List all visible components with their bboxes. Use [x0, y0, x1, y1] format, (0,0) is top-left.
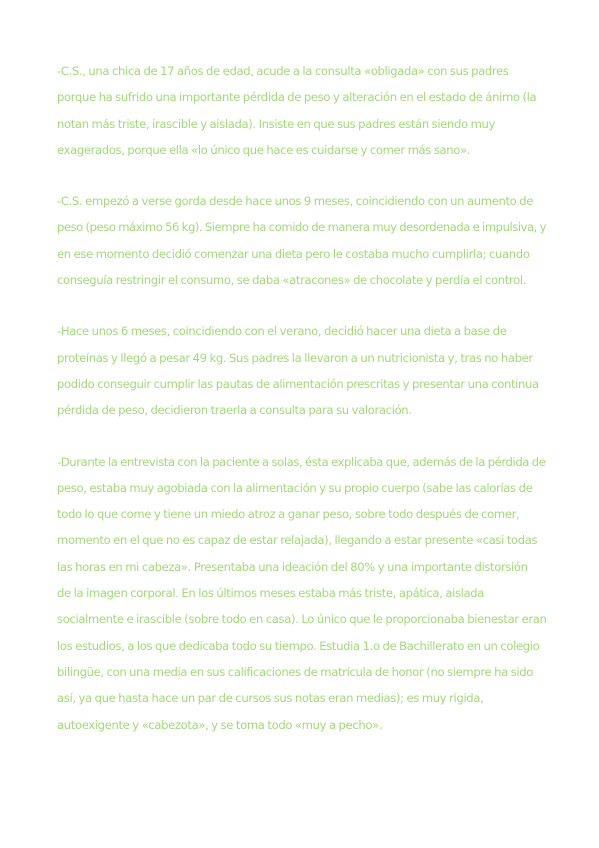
text-line: peso (peso máximo 56 kg). Siempre ha comido de manera muy desordenada e impulsiva, y: [57, 220, 547, 235]
text-line: -C.S. empezó a verse gorda desde hace unos 9 meses, coincidiendo con un aumento de: [57, 194, 534, 209]
text-line: las horas en mi cabeza». Presentaba una ideación del 80% y una importante distorsión: [57, 559, 528, 574]
text-line: pérdida de peso, decidieron traerla a consulta para su valoración.: [57, 403, 412, 418]
text-line: -C.S., una chica de 17 años de edad, acude a la consulta «obligada» con sus padres: [57, 64, 509, 78]
text-line: en ese momento decidió comenzar una dieta pero le costaba mucho cumplirla; cuando: [57, 246, 530, 261]
text-line: los estudios, a los que dedicaba todo su tiempo. Estudia 1.o de Bachillerato en un colegio: [57, 638, 540, 653]
text-line: podido conseguir cumplir las pautas de alimentación prescritas y presentar una continua: [57, 376, 539, 391]
text-line: todo lo que come y tiene un miedo atroz a ganar peso, sobre todo después de comer,: [57, 507, 520, 522]
text-line: notan más triste, irascible y aislada). Insiste en que sus padres están siendo muy: [57, 116, 496, 131]
paragraph-3: [57, 318, 547, 423]
paragraph-1: [57, 58, 547, 163]
document-body: [57, 58, 547, 763]
text-line: peso, estaba muy agobiada con la alimentación y su propio cuerpo (sabe las calorías de: [57, 480, 533, 495]
paragraph-4: [57, 449, 547, 738]
text-line: de la imagen corporal. En los últimos meses estaba más triste, apática, aislada: [57, 586, 485, 601]
text-line: bilingüe, con una media en sus calificaciones de matrícula de honor (no siempre ha sido: [57, 664, 534, 679]
text-line: -Durante la entrevista con la paciente a solas, ésta explicaba que, además de la pérdida de: [57, 454, 546, 469]
text-line: momento en el que no es capaz de estar relajada), llegando a estar presente «casi todas: [57, 533, 538, 548]
text-line: -Hace unos 6 meses, coincidiendo con el verano, decidió hacer una dieta a base de: [57, 324, 507, 339]
text-line: porque ha sufrido una importante pérdida de peso y alteración en el estado de ánimo (la: [57, 90, 537, 105]
text-line: socialmente e irascible (sobre todo en casa). Lo único que le proporcionaba bienestar eran: [57, 612, 547, 627]
text-line: autoexigente y «cabezota», y se toma todo «muy a pecho».: [57, 717, 383, 732]
text-line: exagerados, porque ella «lo único que hace es cuidarse y comer más sano».: [57, 142, 471, 157]
text-line: así, ya que hasta hace un par de cursos sus notas eran medias); es muy rígida,: [57, 691, 484, 706]
text-line: proteínas y llegó a pesar 49 kg. Sus padres la llevaron a un nutricionista y, tras no haber: [57, 350, 533, 365]
text-line: conseguía restringir el consumo, se daba «atracones» de chocolate y perdía el control.: [57, 273, 527, 288]
paragraph-2: [57, 188, 547, 293]
